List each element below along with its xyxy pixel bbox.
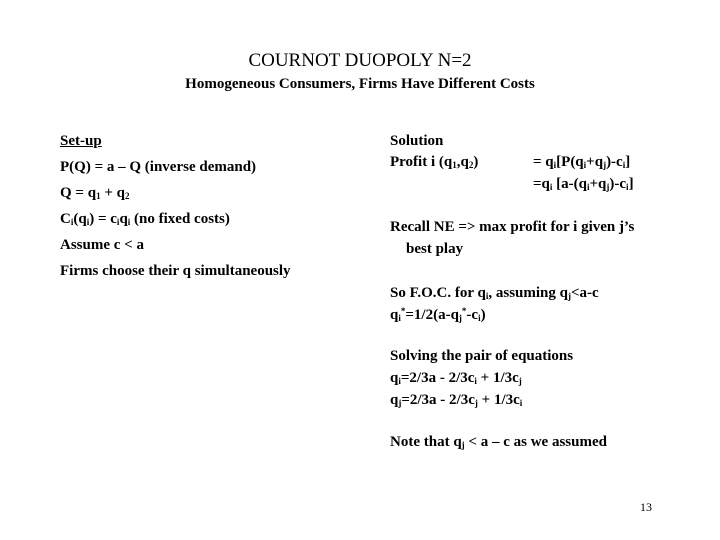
cost-function-line: $C_i(q_i) = c_iq_i$ (no fixed costs) <box>60 211 230 227</box>
quantity-sum-line: $Q = q_1 + q_2$ <box>60 185 130 201</box>
foc-line-1: So F.O.C. for $q_i$, assuming $q_j<a-c$ <box>390 285 599 301</box>
simultaneous-choice-line: Firms choose their q simultaneously <box>60 263 291 279</box>
recall-line-2: best play <box>406 241 464 257</box>
solution-heading: Solution <box>390 133 444 149</box>
qi-equation: $q_i=2/3a - 2/3c_i + 1/3c_j$ <box>390 370 522 386</box>
page-subtitle: Homogeneous Consumers, Firms Have Different Costs <box>185 76 535 92</box>
recall-line-1: Recall NE => max profit for i given j’s <box>390 219 635 235</box>
setup-heading: Set-up <box>60 133 102 149</box>
page-number: 13 <box>640 500 652 514</box>
page-title: COURNOT DUOPOLY N=2 <box>248 50 472 71</box>
profit-equation-1: = $q_i[P(q_i+q_j)-c_i]$ <box>533 154 631 170</box>
profit-label: Profit i $(q_1,q_2)$ <box>390 154 479 170</box>
foc-line-2: $q_i^*=1/2(a-q_j^*-c_i)$ <box>390 306 486 323</box>
assumption-line: Assume c < a <box>60 237 144 253</box>
qj-equation: $q_j=2/3a - 2/3c_j + 1/3c_i$ <box>390 392 523 408</box>
profit-equation-2: $=q_i$ $[a-(q_i+q_j)-c_i]$ <box>533 176 634 192</box>
note-line: Note that $q_j < a - c$ as we assumed <box>390 434 607 450</box>
solving-heading: Solving the pair of equations <box>390 348 574 364</box>
inverse-demand-line: P(Q) = a – Q (inverse demand) <box>60 159 257 175</box>
